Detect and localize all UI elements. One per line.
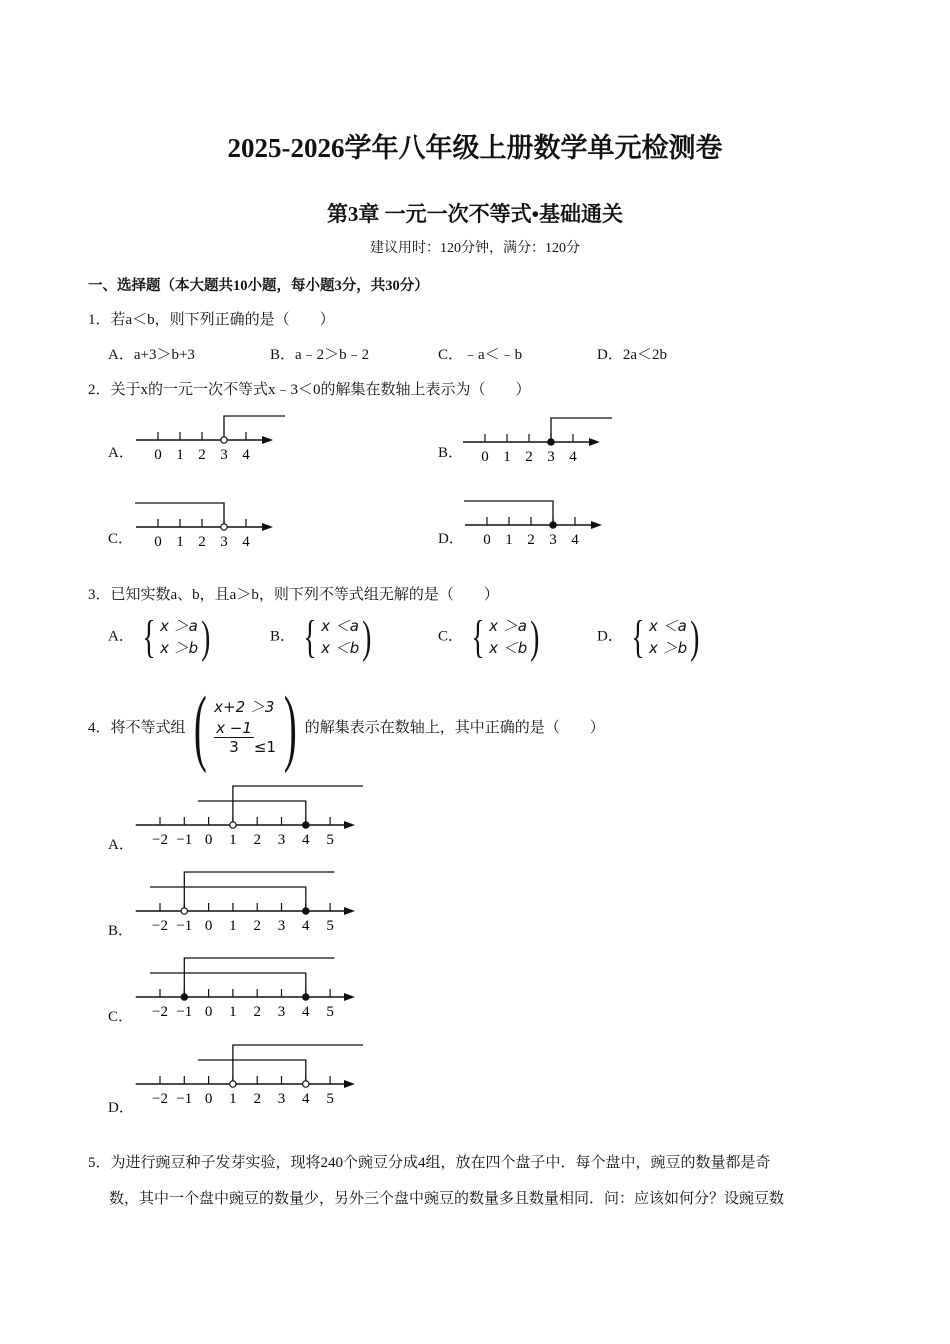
- time-info: 建议用时：120分钟，满分：120分: [370, 241, 580, 256]
- upper-solution-ray: [233, 786, 363, 825]
- tick-label: 0: [204, 1004, 213, 1020]
- q4-number-line-b: [135, 864, 365, 939]
- tick-label: 5: [326, 918, 334, 934]
- tick-label: 3: [277, 918, 286, 934]
- q3-a-line2: x ＞b: [159, 639, 199, 657]
- lower-solution-ray: [150, 887, 306, 911]
- tick-label: 1: [229, 1004, 237, 1020]
- tick-label: 4: [302, 1004, 310, 1020]
- q2-label-d: D．: [438, 531, 464, 547]
- tick-label: 1: [505, 532, 513, 548]
- tick-label: 0: [154, 447, 162, 463]
- open-endpoint: [230, 1081, 236, 1087]
- lower-solution-ray: [150, 973, 306, 997]
- q1-option-a: A．a+3＞b+3: [108, 347, 195, 363]
- tick-label: 4: [242, 447, 250, 463]
- q4-label-a: A．: [108, 837, 134, 853]
- tick-label: 2: [525, 449, 533, 465]
- axis-arrow-icon: [344, 821, 355, 829]
- tick-label: 2: [198, 447, 206, 463]
- tick-label: 5: [326, 1004, 334, 1020]
- tick-label: −1: [176, 832, 193, 848]
- section-heading: 一、选择题（本大题共10小题，每小题3分，共30分）: [88, 278, 429, 294]
- closed-endpoint: [181, 994, 187, 1000]
- tick-label: 2: [253, 1004, 261, 1020]
- lower-solution-ray: [198, 1060, 306, 1084]
- tick-label: 4: [302, 918, 310, 934]
- tick-label: −2: [152, 1091, 168, 1107]
- tick-label: 4: [302, 832, 310, 848]
- tick-label: 4: [571, 532, 579, 548]
- q2-number-line-d: [464, 495, 614, 551]
- q4-label-b: B．: [108, 923, 134, 939]
- tick-label: 1: [176, 534, 184, 550]
- q5-line1: 5．为进行豌豆种子发芽实验，现将240个豌豆分成4组，放在四个盘子中．每个盘中，豌豆的数量都是奇: [88, 1155, 771, 1171]
- q3-option-c: C． { x ＞a x ＜b ): [438, 611, 540, 662]
- q4-number-line-c: [135, 950, 365, 1025]
- open-endpoint: [221, 437, 227, 443]
- q4-frac-numerator: x −1: [216, 719, 252, 737]
- q3-c-line2: x ＜b: [489, 639, 528, 657]
- q3-a-line1: x ＞a: [159, 617, 198, 635]
- q2-number-line-a: [135, 410, 285, 466]
- q3-option-a: A． { x ＞a x ＞b ): [108, 611, 211, 662]
- tick-label: 3: [549, 532, 557, 548]
- q3-option-a-label: A．: [108, 628, 134, 645]
- tick-label: 1: [503, 449, 511, 465]
- tick-label: 3: [277, 1004, 286, 1020]
- tick-label: 1: [176, 447, 184, 463]
- q4-number-line-d: [135, 1037, 365, 1115]
- tick-label: 3: [277, 1091, 286, 1107]
- axis-arrow-icon: [344, 1080, 355, 1088]
- open-endpoint: [221, 524, 227, 530]
- q3-d-line1: x ＜a: [648, 617, 687, 635]
- q3-b-line1: x ＜a: [321, 617, 359, 635]
- question-2-stem: 2．关于x的一元一次不等式x﹣3＜0的解集在数轴上表示为（ ）: [88, 382, 531, 398]
- tick-label: 3: [220, 447, 228, 463]
- question-1-stem: 1．若a＜b，则下列正确的是（ ）: [88, 312, 335, 328]
- tick-label: 4: [569, 449, 577, 465]
- q3-option-b: B． { x ＜a x ＜b ): [270, 611, 372, 662]
- q4-frac-denominator: 3: [229, 738, 239, 756]
- q3-option-c-label: C．: [438, 628, 464, 645]
- closed-endpoint: [303, 822, 309, 828]
- tick-label: 2: [527, 532, 535, 548]
- tick-label: 3: [547, 449, 555, 465]
- q4-label-d: D．: [108, 1100, 134, 1116]
- q2-number-line-c: [135, 497, 285, 553]
- open-endpoint: [181, 908, 187, 914]
- upper-solution-ray: [233, 1045, 363, 1084]
- q3-c-line1: x ＞a: [489, 617, 527, 635]
- tick-label: 2: [198, 534, 206, 550]
- tick-label: 4: [242, 534, 250, 550]
- question-3-stem: 3．已知实数a、b，且a＞b，则下列不等式组无解的是（ ）: [88, 587, 499, 603]
- question-4-stem: [88, 678, 605, 774]
- axis-arrow-icon: [344, 993, 355, 1001]
- open-endpoint: [230, 822, 236, 828]
- lower-solution-ray: [198, 801, 306, 825]
- q1-option-d: D．2a＜2b: [597, 347, 667, 363]
- closed-endpoint: [550, 522, 556, 528]
- open-endpoint: [303, 1081, 309, 1087]
- tick-label: 5: [326, 832, 334, 848]
- axis-arrow-icon: [262, 436, 273, 444]
- tick-label: 0: [204, 1091, 213, 1107]
- tick-label: −2: [152, 918, 168, 934]
- closed-endpoint: [303, 994, 309, 1000]
- q2-label-b: B．: [438, 445, 464, 461]
- q4-frac-relation: ≤1: [253, 738, 277, 756]
- q3-option-d: D． { x ＜a x ＞b ): [597, 611, 700, 662]
- tick-label: 3: [277, 832, 286, 848]
- tick-label: 0: [204, 832, 213, 848]
- q4-label-c: C．: [108, 1009, 134, 1025]
- tick-label: 0: [483, 532, 491, 548]
- q4-stem-post: 的解集表示在数轴上，其中正确的是（ ）: [304, 719, 605, 736]
- tick-label: 3: [220, 534, 228, 550]
- tick-label: 2: [253, 832, 261, 848]
- tick-label: 0: [204, 918, 213, 934]
- q3-option-d-label: D．: [597, 628, 623, 645]
- tick-label: 1: [229, 918, 237, 934]
- q2-label-a: A．: [108, 445, 134, 461]
- solution-ray: [551, 418, 612, 442]
- q4-system-line1: x+2 ＞3: [214, 698, 275, 716]
- q4-inequality-system: ( x+2 ＞3 $\frac{x -1}{3}$ ≤1 ): [193, 678, 297, 774]
- q1-option-c: C．﹣a＜﹣b: [438, 347, 523, 363]
- tick-label: 1: [229, 1091, 237, 1107]
- q2-number-line-b: [462, 412, 612, 468]
- axis-arrow-icon: [591, 521, 602, 529]
- q1-option-b: B．a﹣2＞b﹣2: [270, 347, 370, 363]
- q5-line2: 数，其中一个盘中豌豆的数量少，另外三个盘中豌豆的数量多且数量相同．问：应该如何分？设豌豆数: [109, 1191, 785, 1207]
- q3-b-line2: x ＜b: [321, 639, 360, 657]
- closed-endpoint: [548, 439, 554, 445]
- q4-stem-pre: 4．将不等式组: [88, 719, 186, 736]
- tick-label: 0: [481, 449, 489, 465]
- q3-option-b-label: B．: [270, 628, 296, 645]
- axis-arrow-icon: [262, 523, 273, 531]
- solution-ray: [224, 416, 285, 440]
- tick-label: 2: [253, 918, 261, 934]
- tick-label: −1: [176, 1004, 193, 1020]
- question-5-stem: [88, 1145, 864, 1217]
- axis-arrow-icon: [589, 438, 600, 446]
- page-title: 2025-2026学年八年级上册数学单元检测卷: [227, 133, 723, 163]
- tick-label: 4: [302, 1091, 310, 1107]
- q2-label-c: C．: [108, 531, 134, 547]
- tick-label: −2: [152, 832, 168, 848]
- tick-label: 5: [326, 1091, 334, 1107]
- tick-label: 2: [253, 1091, 261, 1107]
- closed-endpoint: [303, 908, 309, 914]
- axis-arrow-icon: [344, 907, 355, 915]
- upper-solution-ray: [184, 872, 334, 911]
- tick-label: −1: [176, 1091, 193, 1107]
- chapter-subtitle: 第3章 一元一次不等式•基础通关: [326, 202, 624, 226]
- q4-number-line-a: [135, 778, 365, 853]
- tick-label: −1: [176, 918, 193, 934]
- tick-label: −2: [152, 1004, 168, 1020]
- tick-label: 0: [154, 534, 162, 550]
- q3-d-line2: x ＞b: [648, 639, 688, 657]
- upper-solution-ray: [184, 958, 334, 997]
- tick-label: 1: [229, 832, 237, 848]
